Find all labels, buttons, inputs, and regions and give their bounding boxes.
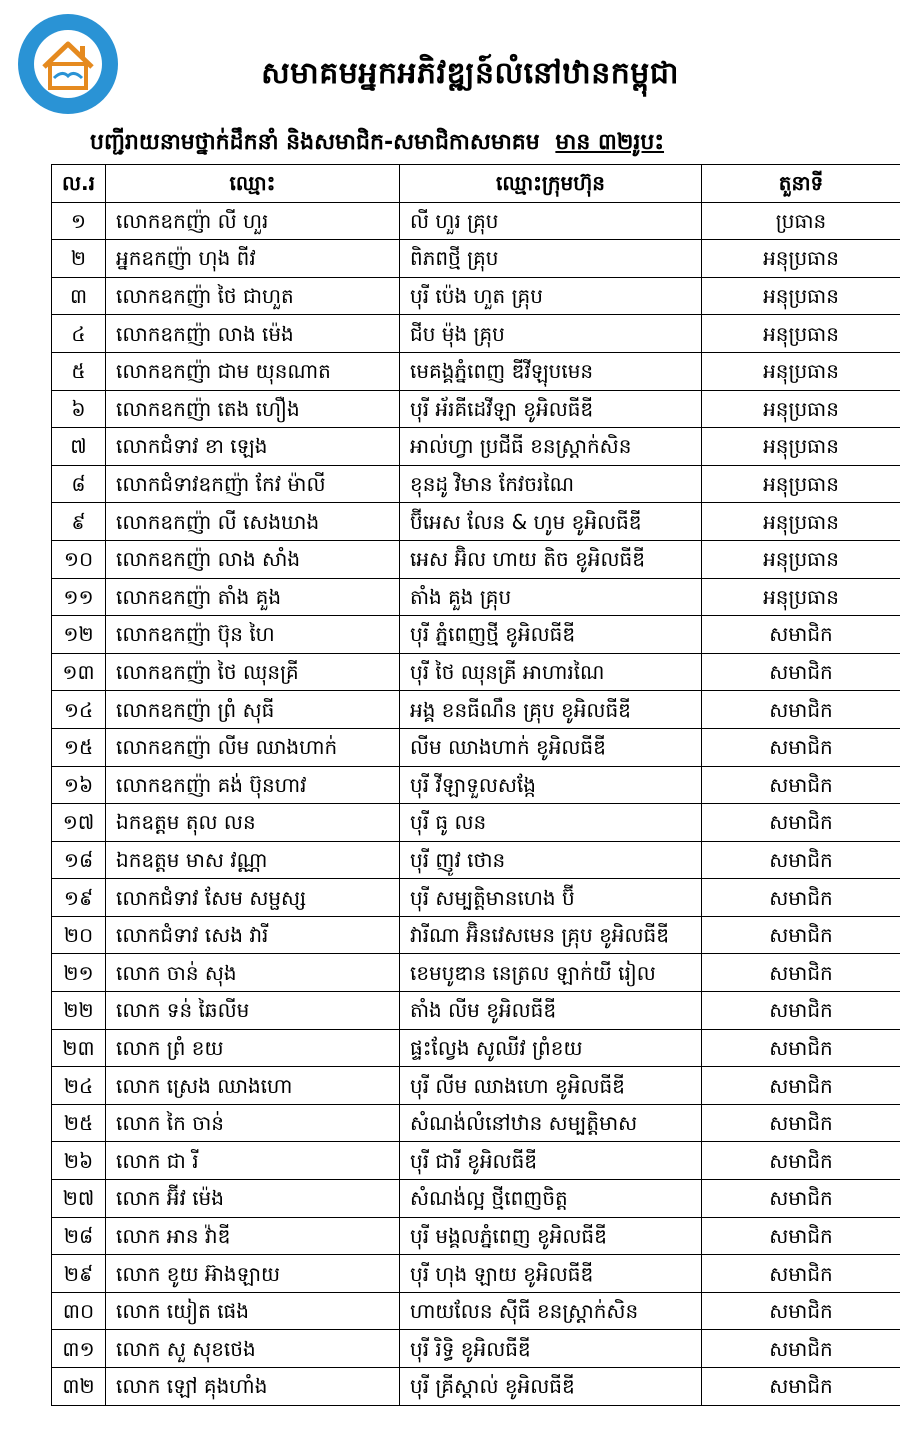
company-name: លី ហួរ គ្រុប xyxy=(400,202,702,240)
member-name: លោកឧកញ៉ា លីម ឈាងហាក់ xyxy=(106,728,400,766)
table-row xyxy=(52,202,900,240)
table-row xyxy=(52,691,900,729)
company-name: បុរី ធូ លន xyxy=(400,804,702,842)
member-name: លោកឧកញ៉ា ប៊ុន ហៃ xyxy=(106,616,400,654)
member-position: អនុប្រធាន xyxy=(702,352,900,390)
member-position: សមាជិក xyxy=(702,1330,900,1368)
header-company: ឈ្មោះក្រុមហ៊ុន xyxy=(400,165,702,203)
table-row xyxy=(52,1217,900,1255)
table-row xyxy=(52,1255,900,1293)
member-position: សមាជិក xyxy=(702,616,900,654)
member-position: សមាជិក xyxy=(702,653,900,691)
member-name: លោកឧកញ៉ា ជាម យុនណាត xyxy=(106,352,400,390)
member-position: សមាជិក xyxy=(702,1292,900,1330)
company-name: អេស អ៊ិល ហាយ តិច ខូអិលធីឌី xyxy=(400,540,702,578)
row-number: ២២ xyxy=(52,992,106,1030)
header-name: ឈ្មោះ xyxy=(106,165,400,203)
table-row xyxy=(52,277,900,315)
row-number: ១០ xyxy=(52,540,106,578)
member-name: លោក យៀត ផេង xyxy=(106,1292,400,1330)
company-name: ផ្ទះល្វែង សូឈីវ ព្រំខយ xyxy=(400,1029,702,1067)
company-name: អង្គ ខនធីណឹន គ្រុប ខូអិលធីឌី xyxy=(400,691,702,729)
member-name: លោកជំទាវឧកញ៉ា កែវ ម៉ាលី xyxy=(106,465,400,503)
row-number: ២១ xyxy=(52,954,106,992)
member-name: លោកជំទាវ សេង វារី xyxy=(106,916,400,954)
row-number: ១៨ xyxy=(52,841,106,879)
table-row xyxy=(52,916,900,954)
member-name: អ្នកឧកញ៉ា ហុង ពីវ xyxy=(106,240,400,278)
table-row xyxy=(52,954,900,992)
row-number: ១៥ xyxy=(52,728,106,766)
member-name: លោក អាន វ៉ាឌី xyxy=(106,1217,400,1255)
row-number: ២៩ xyxy=(52,1255,106,1293)
member-name: លោកឧកញ៉ា ថៃ ជាហួត xyxy=(106,277,400,315)
table-row xyxy=(52,879,900,917)
member-position: សមាជិក xyxy=(702,1067,900,1105)
table-row xyxy=(52,1292,900,1330)
table-row xyxy=(52,428,900,466)
member-count: មាន ៣២រូបះ xyxy=(555,130,665,155)
company-name: បុរី មង្គលភ្នំពេញ ខូអិលធីឌី xyxy=(400,1217,702,1255)
row-number: ៣០ xyxy=(52,1292,106,1330)
company-name: បុរី អ័រគីដេវីឡា ខូអិលធីឌី xyxy=(400,390,702,428)
member-name: លោកឧកញ៉ា លី ហួរ xyxy=(106,202,400,240)
company-name: បុរី ញូវ ថោន xyxy=(400,841,702,879)
row-number: ៣១ xyxy=(52,1330,106,1368)
table-row xyxy=(52,1330,900,1368)
table-row xyxy=(52,1180,900,1218)
company-name: បុរី ភ្នំពេញថ្មី ខូអិលធីឌី xyxy=(400,616,702,654)
member-position: សមាជិក xyxy=(702,1029,900,1067)
company-name: បុរី រិទ្ធិ ខូអិលធីឌី xyxy=(400,1330,702,1368)
member-name: លោកឧកញ៉ា លាង ម៉េង xyxy=(106,315,400,353)
member-name: លោក សួ សុខថេង xyxy=(106,1330,400,1368)
member-position: អនុប្រធាន xyxy=(702,315,900,353)
member-position: អនុប្រធាន xyxy=(702,503,900,541)
member-position: អនុប្រធាន xyxy=(702,277,900,315)
row-number: ៥ xyxy=(52,352,106,390)
table-row xyxy=(52,315,900,353)
table-header-row xyxy=(52,165,900,203)
row-number: ១៣ xyxy=(52,653,106,691)
members-table xyxy=(51,164,900,1406)
company-name: វារីណា អ៊ិនវេសមេន គ្រុប ខូអិលធីឌី xyxy=(400,916,702,954)
member-position: សមាជិក xyxy=(702,1368,900,1406)
member-position: សមាជិក xyxy=(702,1255,900,1293)
table-row xyxy=(52,1067,900,1105)
company-name: លីម ឈាងហាក់ ខូអិលធីឌី xyxy=(400,728,702,766)
member-name: លោកឧកញ៉ា តាំង គួង xyxy=(106,578,400,616)
company-name: តាំង លីម ខូអិលធីឌី xyxy=(400,992,702,1030)
member-position: អនុប្រធាន xyxy=(702,428,900,466)
member-position: សមាជិក xyxy=(702,1142,900,1180)
company-name: សំណង់លំនៅឋាន សម្បត្តិមាស xyxy=(400,1104,702,1142)
table-row xyxy=(52,390,900,428)
member-position: អនុប្រធាន xyxy=(702,465,900,503)
row-number: ៣ xyxy=(52,277,106,315)
row-number: ២៧ xyxy=(52,1180,106,1218)
header-position: តួនាទី xyxy=(702,165,900,203)
company-name: តាំង គួង គ្រុប xyxy=(400,578,702,616)
header-no: ល.រ xyxy=(52,165,106,203)
member-name: លោកឧកញ៉ា ព្រំ សុធី xyxy=(106,691,400,729)
table-row xyxy=(52,503,900,541)
member-name: លោក ឡៅ គុងហាំង xyxy=(106,1368,400,1406)
page-title: សមាគមអ្នកអភិវឌ្ឍន៍លំនៅឋានកម្ពុជា xyxy=(261,56,679,91)
row-number: ២៨ xyxy=(52,1217,106,1255)
row-number: ៣២ xyxy=(52,1368,106,1406)
table-row xyxy=(52,653,900,691)
table-row xyxy=(52,352,900,390)
company-name: បុរី លីម ឈាងហោ ខូអិលធីឌី xyxy=(400,1067,702,1105)
row-number: ៩ xyxy=(52,503,106,541)
member-position: សមាជិក xyxy=(702,766,900,804)
row-number: ៨ xyxy=(52,465,106,503)
member-position: អនុប្រធាន xyxy=(702,240,900,278)
company-name: ប៊ីអេស លែន & ហូម ខូអិលធីឌី xyxy=(400,503,702,541)
row-number: ១ xyxy=(52,202,106,240)
member-name: ឯកឧត្តម តុល លន xyxy=(106,804,400,842)
member-name: លោកឧកញ៉ា តេង ហឿង xyxy=(106,390,400,428)
company-name: ហាយលែន ស៊ីធី ខនស្រ្តាក់សិន xyxy=(400,1292,702,1330)
row-number: ៧ xyxy=(52,428,106,466)
member-name: លោកឧកញ៉ា ថៃ ឈុនគ្រី xyxy=(106,653,400,691)
member-position: ប្រធាន xyxy=(702,202,900,240)
company-name: ពិភពថ្មី គ្រុប xyxy=(400,240,702,278)
table-body xyxy=(52,202,900,1405)
row-number: ១៩ xyxy=(52,879,106,917)
member-position: សមាជិក xyxy=(702,879,900,917)
company-name: សំណង់ល្អ ថ្មីពេញចិត្ត xyxy=(400,1180,702,1218)
member-name: លោក អ៊ីវ ម៉េង xyxy=(106,1180,400,1218)
company-name: បុរី សម្បត្តិមានហេង ប៊ី xyxy=(400,879,702,917)
row-number: ១៤ xyxy=(52,691,106,729)
table-row xyxy=(52,766,900,804)
member-position: សមាជិក xyxy=(702,841,900,879)
subtitle-text: បញ្ជីរាយនាមថ្នាក់ដឹកនាំ និងសមាជិក-សមាជិកាសមាគម xyxy=(90,130,540,155)
row-number: ៤ xyxy=(52,315,106,353)
member-position: សមាជិក xyxy=(702,916,900,954)
row-number: ២៥ xyxy=(52,1104,106,1142)
member-name: ឯកឧត្តម មាស វណ្ណា xyxy=(106,841,400,879)
member-position: សមាជិក xyxy=(702,1217,900,1255)
member-position: សមាជិក xyxy=(702,804,900,842)
company-name: បុរី ថៃ ឈុនគ្រី អាហារណៃ xyxy=(400,653,702,691)
member-name: លោកជំទាវ ខា ឡេង xyxy=(106,428,400,466)
member-position: អនុប្រធាន xyxy=(702,578,900,616)
table-row xyxy=(52,240,900,278)
member-position: សមាជិក xyxy=(702,691,900,729)
member-name: លោក ខូយ អ៊ាងឡាយ xyxy=(106,1255,400,1293)
table-row xyxy=(52,578,900,616)
table-row xyxy=(52,804,900,842)
member-name: លោក កៃ ចាន់ xyxy=(106,1104,400,1142)
member-name: លោក ទន់ ឆៃលីម xyxy=(106,992,400,1030)
association-logo xyxy=(16,12,120,116)
member-name: លោកឧកញ៉ា លាង សាំង xyxy=(106,540,400,578)
company-name: បុរី ហុង ឡាយ ខូអិលធីឌី xyxy=(400,1255,702,1293)
row-number: ១៧ xyxy=(52,804,106,842)
company-name: បុរី ប៉េង ហួត គ្រុប xyxy=(400,277,702,315)
table-row xyxy=(52,1142,900,1180)
member-name: លោក ចាន់ សុង xyxy=(106,954,400,992)
table-row xyxy=(52,465,900,503)
member-name: លោកឧកញ៉ា លី សេងឃាង xyxy=(106,503,400,541)
row-number: ១៦ xyxy=(52,766,106,804)
company-name: ខេមបូឌាន នេត្រល ឡាក់យី រៀល xyxy=(400,954,702,992)
company-name: បុរី ជារី ខូអិលធីឌី xyxy=(400,1142,702,1180)
company-name: ខុនដូ វិមាន កែវចរណៃ xyxy=(400,465,702,503)
document-subtitle xyxy=(90,128,664,160)
row-number: ២៣ xyxy=(52,1029,106,1067)
row-number: ២៤ xyxy=(52,1067,106,1105)
row-number: ២ xyxy=(52,240,106,278)
row-number: ១១ xyxy=(52,578,106,616)
table-row xyxy=(52,1368,900,1406)
member-position: សមាជិក xyxy=(702,954,900,992)
company-name: បុរី គ្រីស្តាល់ ខូអិលធីឌី xyxy=(400,1368,702,1406)
table-row xyxy=(52,1029,900,1067)
member-name: លោក ស្រេង ឈាងហោ xyxy=(106,1067,400,1105)
table-row xyxy=(52,1104,900,1142)
company-name: មេគង្គភ្នំពេញ ឌីវីឡុបមេន xyxy=(400,352,702,390)
company-name: ជីប ម៉ុង គ្រុប xyxy=(400,315,702,353)
table-row xyxy=(52,616,900,654)
table-row xyxy=(52,841,900,879)
row-number: ២៦ xyxy=(52,1142,106,1180)
table-row xyxy=(52,540,900,578)
member-name: លោក ព្រំ ខយ xyxy=(106,1029,400,1067)
member-name: លោកឧកញ៉ា គង់ ប៊ុនហាវ xyxy=(106,766,400,804)
member-position: សមាជិក xyxy=(702,1180,900,1218)
company-name: អាល់ហ្វា ប្រជីធី ខនស្រ្តាក់សិន xyxy=(400,428,702,466)
company-name: បុរី វីឡាទួលសង្កែ xyxy=(400,766,702,804)
member-position: សមាជិក xyxy=(702,728,900,766)
member-position: សមាជិក xyxy=(702,992,900,1030)
row-number: ១២ xyxy=(52,616,106,654)
row-number: ៦ xyxy=(52,390,106,428)
row-number: ២០ xyxy=(52,916,106,954)
member-position: អនុប្រធាន xyxy=(702,540,900,578)
member-position: អនុប្រធាន xyxy=(702,390,900,428)
member-name: លោកជំទាវ សែម សម្ផស្ស xyxy=(106,879,400,917)
house-handshake-logo-icon xyxy=(16,12,120,116)
table-row xyxy=(52,728,900,766)
member-name: លោក ជា រី xyxy=(106,1142,400,1180)
table-row xyxy=(52,992,900,1030)
member-position: សមាជិក xyxy=(702,1104,900,1142)
